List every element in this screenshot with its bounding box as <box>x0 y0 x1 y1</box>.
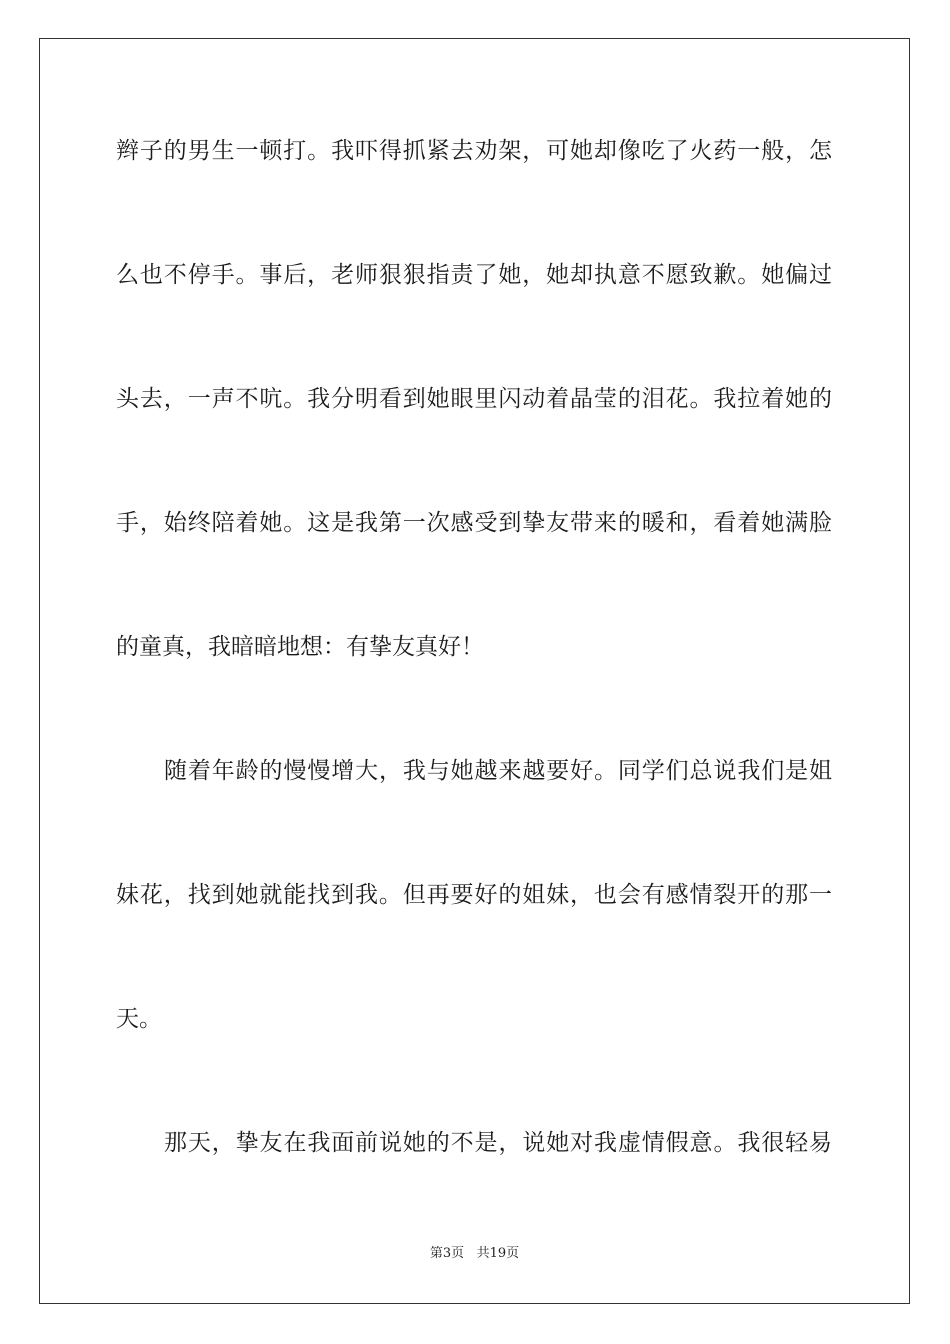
text-line-4: 手，始终陪着她。这是我第一次感受到挚友带来的暖和，看着她满脸 <box>116 510 832 536</box>
text-line-2: 么也不停手。事后，老师狠狠指责了她，她却执意不愿致歉。她偏过 <box>116 262 832 288</box>
text-line-7: 妹花，找到她就能找到我。但再要好的姐妹，也会有感情裂开的那一 <box>116 882 832 908</box>
page-total: 共19页 <box>476 1246 520 1261</box>
page-footer <box>40 1242 909 1261</box>
text-line-8: 天。 <box>116 1006 162 1032</box>
text-line-3: 头去，一声不吭。我分明看到她眼里闪动着晶莹的泪花。我拉着她的 <box>116 386 832 412</box>
text-line-9: 那天，挚友在我面前说她的不是，说她对我虚情假意。我很轻易 <box>164 1130 832 1156</box>
text-line-6: 随着年龄的慢慢增大，我与她越来越要好。同学们总说我们是姐 <box>164 758 832 784</box>
document-page <box>39 38 910 1304</box>
text-line-1: 辫子的男生一顿打。我吓得抓紧去劝架，可她却像吃了火药一般，怎 <box>116 138 832 164</box>
page-number: 第3页 <box>429 1246 465 1261</box>
text-line-5: 的童真，我暗暗地想：有挚友真好！ <box>116 634 484 660</box>
